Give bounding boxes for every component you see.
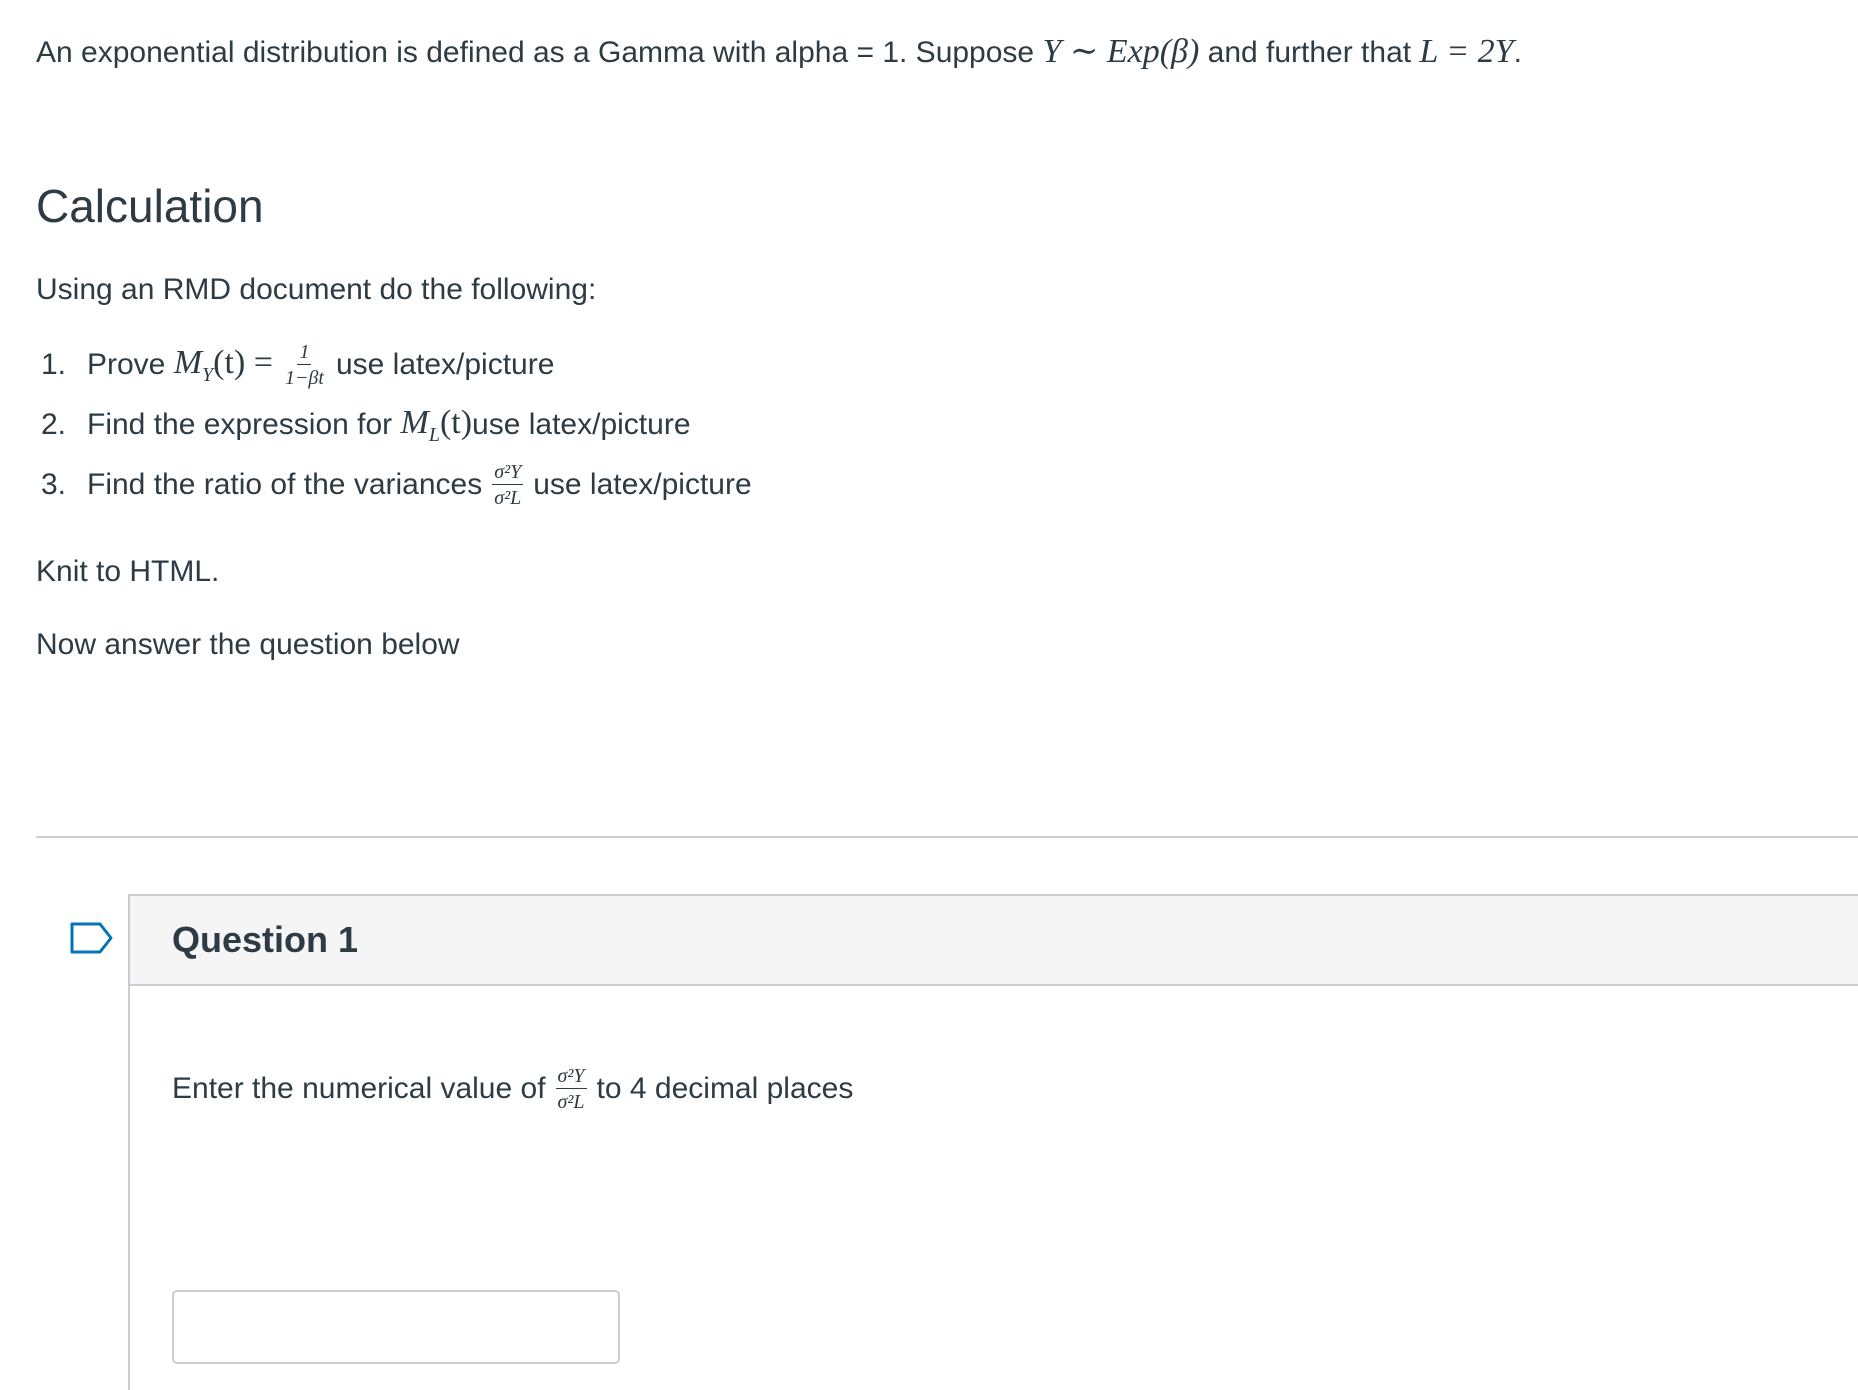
math-mgf-y: $M_Y(t)$ =	[173, 343, 273, 386]
question-card	[128, 894, 1858, 1390]
question-text	[172, 1066, 853, 1112]
step-item	[36, 455, 752, 515]
answer-prompt: Now answer the question below	[36, 628, 460, 661]
math-l-definition: L = 2Y	[1419, 33, 1514, 70]
knit-instruction: Knit to HTML.	[36, 555, 220, 588]
instructions-text: Using an RMD document do the following:	[36, 273, 597, 306]
question-text-pre: Enter the numerical value of	[172, 1072, 546, 1105]
problem-statement	[36, 28, 1522, 77]
step-number: 1.	[41, 348, 67, 381]
steps-list	[36, 335, 752, 515]
math-mgf-l: $M_L(t)$	[400, 403, 473, 446]
step-text: Prove	[87, 348, 166, 381]
math-variance-ratio: $\frac{\text{σ²Y}}{\text{σ²L}}$	[494, 461, 522, 509]
bookmark-flag-icon[interactable]	[70, 922, 114, 954]
step-item	[36, 395, 752, 455]
step-text: Find the ratio of the variances	[87, 468, 483, 501]
section-heading: Calculation	[36, 180, 264, 232]
math-variance-ratio: $\frac{\text{σ²Y}}{\text{σ²L}}$	[557, 1065, 585, 1113]
section-divider	[36, 836, 1858, 838]
math-fraction: $\frac{1}{1-\beta t}$	[284, 341, 324, 389]
question-text-post: to 4 decimal places	[596, 1072, 854, 1105]
step-number: 2.	[41, 408, 67, 441]
step-suffix: use latex/picture	[533, 468, 752, 501]
intro-end-text: .	[1513, 36, 1522, 69]
step-item	[36, 335, 752, 395]
step-text: Find the expression for	[87, 408, 393, 441]
step-suffix: use latex/picture	[472, 408, 691, 441]
question-header	[130, 896, 1858, 986]
step-number: 3.	[41, 468, 67, 501]
answer-input[interactable]	[172, 1290, 620, 1364]
math-y-distribution: Y ∼ Exp(β)	[1042, 33, 1200, 70]
intro-mid-text: and further that	[1199, 36, 1420, 69]
question-title: Question 1	[172, 919, 359, 960]
step-suffix: use latex/picture	[335, 348, 555, 381]
intro-text: An exponential distribution is defined as a Gamma with alpha = 1. Suppose	[36, 36, 1043, 69]
